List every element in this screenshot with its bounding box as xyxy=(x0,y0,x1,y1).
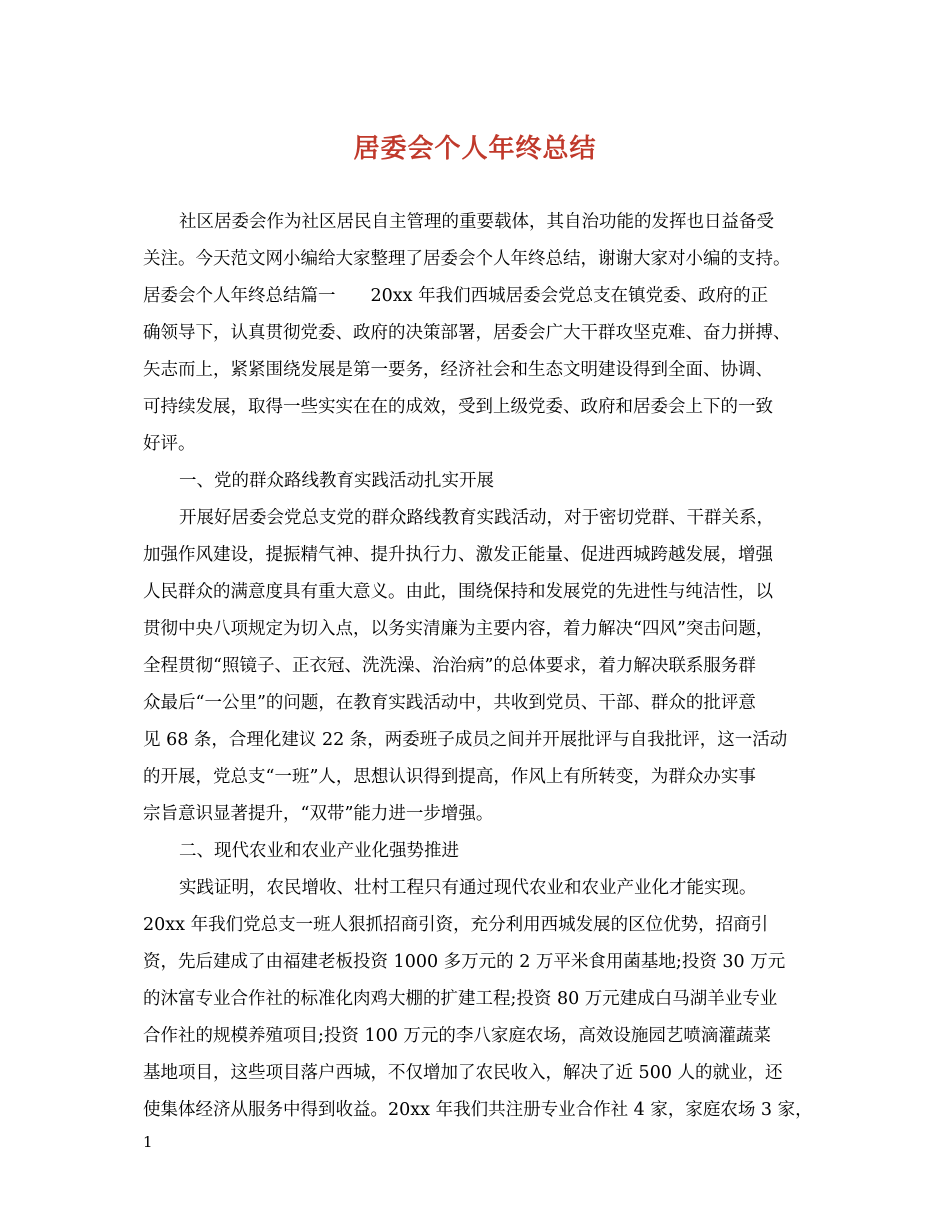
text-line: 开展好居委会党总支党的群众路线教育实践活动，对于密切党群、干群关系， xyxy=(179,508,774,528)
text-line: 的开展，党总支“一班”人，思想认识得到提高，作风上有所转变，为群众办实事 xyxy=(143,767,756,787)
text-line: 宗旨意识显著提升，“双带”能力进一步增强。 xyxy=(143,804,494,824)
text-line: 矢志而上，紧紧围绕发展是第一要务，经济社会和生态文明建设得到全面、协调、 xyxy=(143,360,773,380)
document-body xyxy=(143,204,815,1129)
text-line: 一、党的群众路线教育实践活动扎实开展 xyxy=(179,471,494,491)
text-line: 居委会个人年终总结篇一 20xx 年我们西城居委会党总支在镇党委、政府的正 xyxy=(143,286,769,306)
text-line: 社区居委会作为社区居民自主管理的重要载体，其自治功能的发挥也日益备受 xyxy=(179,212,774,232)
text-line: 关注。今天范文网小编给大家整理了居委会个人年终总结，谢谢大家对小编的支持。 xyxy=(143,249,791,269)
text-line: 加强作风建设，提振精气神、提升执行力、激发正能量、促进西城跨越发展，增强 xyxy=(143,545,773,565)
text-line: 全程贯彻“照镜子、正衣冠、洗洗澡、治治病”的总体要求，着力解决联系服务群 xyxy=(143,656,756,676)
text-line: 二、现代农业和农业产业化强势推进 xyxy=(179,841,459,861)
page-number: 1 xyxy=(143,1133,153,1151)
text-line: 确领导下，认真贯彻党委、政府的决策部署，居委会广大干群攻坚克难、奋力拼搏、 xyxy=(143,323,791,343)
text-line: 可持续发展，取得一些实实在在的成效，受到上级党委、政府和居委会上下的一致 xyxy=(143,397,773,417)
text-line: 人民群众的满意度具有重大意义。由此，围绕保持和发展党的先进性与纯洁性，以 xyxy=(143,582,773,602)
text-line: 实践证明，农民增收、壮村工程只有通过现代农业和农业产业化才能实现。 xyxy=(179,878,757,898)
text-line: 好评。 xyxy=(143,434,196,454)
text-line: 20xx 年我们党总支一班人狠抓招商引资，充分利用西城发展的区位优势，招商引 xyxy=(143,915,769,935)
text-line: 众最后“一公里”的问题，在教育实践活动中，共收到党员、干部、群众的批评意 xyxy=(143,693,756,713)
text-line: 合作社的规模养殖项目;投资 100 万元的李八家庭农场，高效设施园艺喷滴灌蔬菜 xyxy=(143,1026,771,1046)
text-line: 见 68 条，合理化建议 22 条，两委班子成员之间并开展批评与自我批评，这一活动 xyxy=(143,730,788,750)
text-line: 资，先后建成了由福建老板投资 1000 多万元的 2 万平米食用菌基地;投资 30 万元 xyxy=(143,952,786,972)
document-title: 居委会个人年终总结 xyxy=(353,134,597,164)
text-line: 贯彻中央八项规定为切入点，以务实清廉为主要内容，着力解决“四风”突击问题， xyxy=(143,619,774,639)
text-line: 的沐富专业合作社的标准化肉鸡大棚的扩建工程;投资 80 万元建成白马湖羊业专业 xyxy=(143,989,778,1009)
text-line: 基地项目，这些项目落户西城，不仅增加了农民收入，解决了近 500 人的就业，还 xyxy=(143,1063,783,1083)
text-line: 使集体经济从服务中得到收益。20xx 年我们共注册专业合作社 4 家，家庭农场 3 家， xyxy=(143,1100,813,1120)
